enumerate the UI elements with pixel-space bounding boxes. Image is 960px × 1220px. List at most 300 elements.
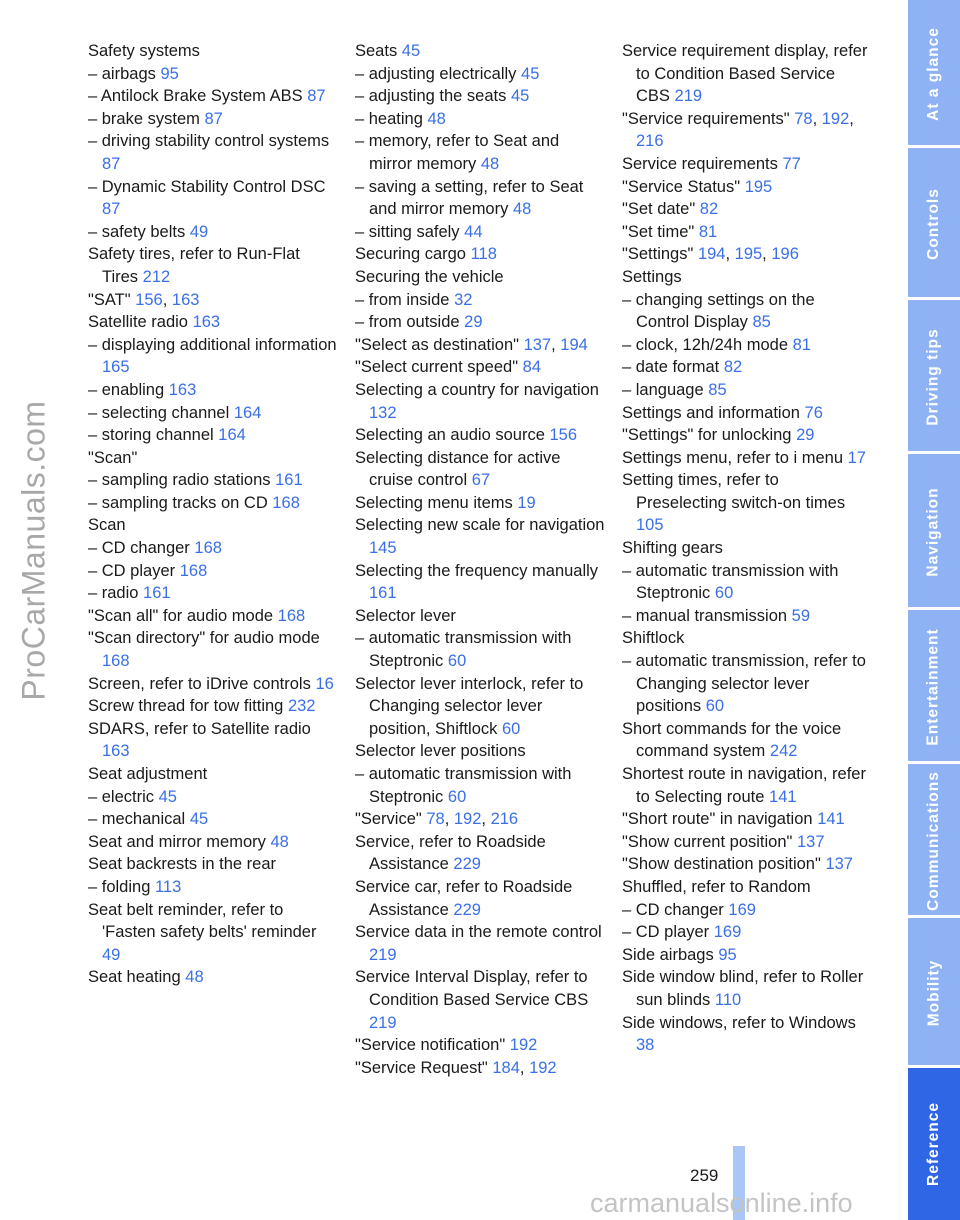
index-entry bbox=[355, 966, 605, 1034]
index-entry bbox=[88, 469, 338, 492]
entry-text: Settings bbox=[622, 267, 682, 286]
page-link[interactable]: 168 bbox=[272, 493, 300, 512]
index-entry bbox=[88, 560, 338, 583]
index-entry bbox=[88, 718, 338, 763]
index-entry bbox=[622, 176, 872, 199]
entry-text: – mechanical bbox=[88, 810, 186, 829]
page-link[interactable]: 219 bbox=[369, 1013, 397, 1032]
page-link[interactable]: 38 bbox=[636, 1036, 655, 1055]
entry-text: "Scan" bbox=[88, 448, 138, 467]
index-entry bbox=[88, 176, 338, 221]
index-entry bbox=[622, 334, 872, 357]
page-link[interactable]: 163 bbox=[168, 380, 197, 399]
entry-text: – storing channel bbox=[88, 426, 214, 445]
page-link[interactable]: 87 bbox=[102, 154, 121, 173]
entry-text: – CD player bbox=[622, 923, 710, 942]
entry-text: Settings menu, refer to i menu bbox=[622, 448, 844, 467]
index-entry bbox=[355, 108, 605, 131]
page-link[interactable]: 110 bbox=[714, 990, 742, 1009]
sidebar-tab-reference[interactable] bbox=[908, 1068, 960, 1220]
index-entry bbox=[355, 560, 605, 605]
index-entry bbox=[88, 402, 338, 425]
index-entry bbox=[88, 673, 338, 696]
page-link[interactable]: 49 bbox=[189, 222, 209, 241]
page-link[interactable]: 192 bbox=[529, 1058, 557, 1077]
page-link[interactable]: 78 bbox=[794, 109, 813, 128]
page-link[interactable]: 19 bbox=[517, 493, 536, 512]
entry-text: – CD changer bbox=[622, 900, 724, 919]
index-entry bbox=[355, 63, 605, 86]
entry-text: SDARS, refer to Satellite radio bbox=[88, 719, 311, 738]
entry-text: Setting times, refer to Preselecting switch-on times bbox=[622, 471, 846, 512]
entry-text: – memory, refer to Seat and mirror memory bbox=[355, 132, 560, 173]
page-link[interactable]: 145 bbox=[369, 539, 397, 558]
entry-text: – changing settings on the Control Display bbox=[622, 290, 815, 332]
entry-text: – folding bbox=[88, 877, 151, 896]
page-link[interactable]: 164 bbox=[233, 403, 262, 422]
page-link[interactable]: 132 bbox=[369, 403, 397, 422]
entry-text: Safety systems bbox=[88, 42, 200, 60]
index-entry bbox=[88, 966, 338, 989]
index-entry bbox=[355, 266, 605, 289]
entry-text: Shuffled, refer to Random bbox=[622, 877, 811, 896]
index-entry bbox=[355, 492, 605, 515]
entry-text: – sitting safely bbox=[355, 222, 460, 241]
index-entry: "Service requirements" 78, 192, 216 bbox=[622, 109, 854, 151]
entry-text: Service car, refer to Roadside Assistance bbox=[355, 877, 573, 919]
index-entry bbox=[88, 424, 338, 447]
page-link[interactable]: 212 bbox=[142, 267, 171, 286]
sidebar-tab-label: Entertainment bbox=[925, 628, 942, 746]
sidebar-tab-label: Controls bbox=[925, 188, 942, 260]
entry-text: Side airbags bbox=[622, 945, 714, 964]
page-link[interactable]: 168 bbox=[179, 561, 208, 580]
page-link[interactable]: 45 bbox=[521, 64, 540, 83]
index-entry bbox=[355, 356, 605, 379]
entry-text: – safety belts bbox=[88, 222, 186, 241]
page-link[interactable]: 85 bbox=[708, 380, 727, 399]
page-link[interactable]: 161 bbox=[143, 584, 171, 603]
sidebar-tab-label: Communications bbox=[925, 771, 943, 911]
entry-text: Service requirement display, refer to Condition Based Service CBS bbox=[622, 42, 868, 106]
entry-text: "Settings" for unlocking bbox=[622, 426, 792, 445]
index-entry bbox=[88, 786, 338, 809]
index-entry bbox=[88, 243, 338, 288]
index-entry bbox=[355, 627, 605, 672]
index-entry bbox=[622, 921, 872, 944]
entry-text: "Show current position" bbox=[622, 832, 793, 851]
entry-text: Selector lever interlock, refer to Changing selector lever position, Shiftlock bbox=[355, 674, 584, 738]
page-link[interactable]: 219 bbox=[369, 945, 397, 964]
page-link[interactable]: 195 bbox=[744, 177, 773, 196]
page-link[interactable]: 163 bbox=[102, 742, 130, 761]
entry-text: Seats bbox=[355, 42, 398, 60]
page-link[interactable]: 229 bbox=[453, 900, 481, 919]
index-entry bbox=[355, 740, 605, 763]
page-link[interactable]: 48 bbox=[427, 109, 446, 128]
index-entry bbox=[622, 266, 872, 289]
entry-text: – adjusting electrically bbox=[355, 64, 517, 83]
page-link[interactable]: 168 bbox=[102, 652, 130, 671]
page-link[interactable]: 16 bbox=[315, 674, 334, 693]
index-entry bbox=[88, 85, 338, 108]
index-entry bbox=[622, 40, 872, 108]
entry-text: – enabling bbox=[88, 380, 165, 399]
page-link[interactable]: 192 bbox=[453, 810, 482, 829]
index-entry bbox=[622, 831, 872, 854]
index-entry bbox=[355, 176, 605, 221]
index-entry bbox=[88, 221, 338, 244]
watermark-bottom: carmanualsonline.info bbox=[590, 1188, 853, 1218]
entry-text: – radio bbox=[88, 584, 139, 603]
entry-text: "Show destination position" bbox=[622, 855, 821, 874]
index-entry bbox=[88, 808, 338, 831]
page-link[interactable]: 118 bbox=[470, 245, 497, 264]
entry-text: "Scan directory" for audio mode bbox=[88, 629, 320, 648]
index-entry bbox=[88, 695, 338, 718]
entry-text: "Select current speed" bbox=[355, 358, 519, 377]
entry-text: Shortest route in navigation, refer to Selecting route bbox=[622, 765, 866, 806]
index-entry bbox=[622, 560, 872, 605]
entry-text: Side windows, refer to Windows bbox=[622, 1013, 856, 1032]
entry-text: – date format bbox=[622, 358, 720, 377]
sidebar-tab-label: Reference bbox=[925, 1102, 942, 1186]
index-column-3 bbox=[622, 40, 872, 1057]
index-entry bbox=[88, 853, 338, 876]
index-entry bbox=[88, 311, 338, 334]
sidebar-tab-entertainment[interactable] bbox=[908, 610, 960, 764]
index-entry bbox=[355, 243, 605, 266]
page-link[interactable]: 45 bbox=[189, 810, 209, 829]
entry-text: Scan bbox=[88, 516, 126, 535]
page-link[interactable]: 192 bbox=[509, 1036, 538, 1055]
page-link[interactable]: 113 bbox=[154, 877, 182, 896]
index-entry bbox=[622, 447, 872, 470]
index-entry bbox=[88, 514, 338, 537]
entry-text: – Dynamic Stability Control DSC bbox=[88, 177, 326, 196]
index-entry bbox=[622, 402, 872, 425]
index-entry bbox=[88, 492, 338, 515]
index-entry bbox=[88, 876, 338, 899]
page-link[interactable]: 163 bbox=[171, 290, 200, 309]
page-link[interactable]: 168 bbox=[194, 539, 222, 558]
entry-text: – automatic transmission, refer to Changing selector lever positions bbox=[622, 652, 866, 716]
page-link[interactable]: 48 bbox=[270, 832, 289, 851]
entry-text: – CD changer bbox=[88, 539, 190, 558]
sidebar-tab-label: Driving tips bbox=[925, 328, 943, 426]
index-entry: "SAT" 156, 163 bbox=[88, 290, 200, 309]
index-entry bbox=[88, 605, 338, 628]
page-link[interactable]: 137 bbox=[523, 335, 552, 354]
index-entry bbox=[622, 650, 872, 718]
index-entry bbox=[622, 876, 872, 899]
entry-text: Service requirements bbox=[622, 154, 778, 173]
index-entry bbox=[622, 424, 872, 447]
sidebar-tab-label: Navigation bbox=[925, 487, 943, 577]
entry-text: Short commands for the voice command system bbox=[622, 719, 842, 761]
entry-text: – from inside bbox=[355, 290, 450, 309]
page-link[interactable]: 82 bbox=[723, 358, 743, 377]
entry-text: Screen, refer to iDrive controls bbox=[88, 674, 311, 693]
index-entry bbox=[355, 921, 605, 966]
page-link[interactable]: 78 bbox=[426, 810, 445, 829]
page-link[interactable]: 95 bbox=[718, 945, 737, 964]
page-link[interactable]: 87 bbox=[307, 87, 326, 106]
page-link[interactable]: 137 bbox=[825, 855, 853, 874]
entry-text: Shiftlock bbox=[622, 629, 685, 648]
page-link[interactable]: 105 bbox=[636, 516, 664, 535]
entry-text: Seat heating bbox=[88, 968, 181, 987]
entry-text: – electric bbox=[88, 787, 155, 806]
entry-text: Seat backrests in the rear bbox=[88, 855, 277, 874]
index-entry bbox=[622, 808, 872, 831]
entry-text: "SAT" bbox=[88, 290, 131, 309]
page-link[interactable]: 77 bbox=[782, 154, 801, 173]
index-entry: "Select as destination" 137, 194 bbox=[355, 335, 588, 354]
index-entry bbox=[622, 966, 872, 1011]
index-entry bbox=[355, 447, 605, 492]
entry-text: – clock, 12h/24h mode bbox=[622, 335, 789, 354]
page-link[interactable]: 48 bbox=[480, 154, 500, 173]
page-link[interactable]: 45 bbox=[401, 42, 421, 60]
entry-text: Selector lever bbox=[355, 606, 456, 625]
index-entry: "Settings" 194, 195, 196 bbox=[622, 245, 799, 264]
index-entry bbox=[355, 831, 605, 876]
page-link[interactable]: 196 bbox=[771, 245, 799, 264]
index-entry bbox=[622, 944, 872, 967]
entry-text: Service, refer to Roadside Assistance bbox=[355, 832, 546, 874]
page-link[interactable]: 29 bbox=[464, 313, 483, 332]
index-column-2 bbox=[355, 40, 605, 1079]
entry-text: "Select as destination" bbox=[355, 335, 519, 354]
index-entry bbox=[355, 1034, 605, 1057]
entry-text: Selecting the frequency manually bbox=[355, 561, 599, 580]
index-entry bbox=[88, 627, 338, 672]
entry-text: – driving stability control systems bbox=[88, 132, 330, 151]
index-entry bbox=[355, 514, 605, 559]
entry-text: – language bbox=[622, 380, 704, 399]
entry-text: Service data in the remote control bbox=[355, 923, 602, 942]
page-link[interactable]: 45 bbox=[510, 87, 530, 106]
page-link[interactable]: 67 bbox=[471, 471, 491, 490]
page-link[interactable]: 141 bbox=[769, 787, 797, 806]
index-column-1 bbox=[88, 40, 338, 989]
index-entry bbox=[88, 763, 338, 786]
page-link[interactable]: 194 bbox=[697, 245, 726, 264]
page-link[interactable]: 29 bbox=[796, 426, 815, 445]
page-link[interactable]: 81 bbox=[792, 335, 811, 354]
entry-text: – manual transmission bbox=[622, 606, 788, 625]
page-link[interactable]: 44 bbox=[464, 222, 483, 241]
entry-text: "Set date" bbox=[622, 200, 696, 219]
entry-text: "Settings" bbox=[622, 245, 694, 264]
sidebar-tab-driving-tips[interactable] bbox=[908, 300, 960, 454]
entry-text: "Service Status" bbox=[622, 177, 741, 196]
entry-text: – saving a setting, refer to Seat and mirror memory bbox=[355, 177, 584, 219]
index-entry bbox=[622, 537, 872, 560]
entry-text: "Service Request" bbox=[355, 1058, 488, 1077]
entry-text: "Service requirements" bbox=[622, 109, 790, 128]
page-link[interactable]: 169 bbox=[713, 923, 742, 942]
page-link[interactable]: 85 bbox=[752, 313, 771, 332]
page-link[interactable]: 60 bbox=[502, 719, 521, 738]
page-link[interactable]: 60 bbox=[447, 787, 467, 806]
index-entry bbox=[622, 605, 872, 628]
index-entry bbox=[622, 469, 872, 537]
page-link[interactable]: 169 bbox=[728, 900, 756, 919]
index-entry: "Service Request" 184, 192 bbox=[355, 1058, 557, 1077]
index-entry bbox=[88, 447, 338, 470]
page-link[interactable]: 87 bbox=[102, 200, 121, 219]
page-link[interactable]: 32 bbox=[454, 290, 473, 309]
page-link[interactable]: 48 bbox=[512, 200, 532, 219]
entry-text: Safety tires, refer to Run-Flat Tires bbox=[88, 245, 300, 286]
index-entry bbox=[88, 40, 338, 63]
page-link[interactable]: 194 bbox=[560, 335, 588, 354]
entry-text: Selecting distance for active cruise control bbox=[355, 448, 561, 490]
index-entry bbox=[622, 379, 872, 402]
index-entry bbox=[622, 853, 872, 876]
entry-text: – airbags bbox=[88, 64, 156, 83]
page-link[interactable]: 229 bbox=[453, 855, 481, 874]
page-link[interactable]: 141 bbox=[817, 810, 845, 829]
sidebar-tab-communications[interactable] bbox=[908, 764, 960, 918]
index-entry bbox=[88, 63, 338, 86]
entry-text: "Scan all" for audio mode bbox=[88, 606, 274, 625]
page-link[interactable]: 49 bbox=[102, 945, 121, 964]
index-entry bbox=[622, 221, 872, 244]
entry-text: – automatic transmission with Steptronic bbox=[622, 561, 839, 603]
index-entry bbox=[355, 673, 605, 741]
page-link[interactable]: 163 bbox=[192, 313, 221, 332]
page-link[interactable]: 156 bbox=[549, 426, 578, 445]
watermark-left-text: ProCarManuals.com bbox=[15, 399, 52, 701]
index-entry bbox=[622, 289, 872, 334]
sidebar-tab-at-a-glance[interactable] bbox=[908, 0, 960, 148]
page-link[interactable]: 59 bbox=[791, 606, 811, 625]
index-entry bbox=[622, 1012, 872, 1057]
page-link[interactable]: 60 bbox=[447, 652, 467, 671]
page-link[interactable]: 168 bbox=[277, 606, 306, 625]
index-entry bbox=[88, 334, 338, 379]
page-link[interactable]: 219 bbox=[674, 87, 703, 106]
entry-text: Securing cargo bbox=[355, 245, 466, 264]
page-link[interactable]: 216 bbox=[636, 132, 664, 151]
sidebar-tab-mobility[interactable] bbox=[908, 918, 960, 1068]
index-entry bbox=[355, 85, 605, 108]
page-link[interactable]: 216 bbox=[490, 810, 519, 829]
entry-text: Selecting new scale for navigation bbox=[355, 516, 605, 535]
page-link[interactable]: 95 bbox=[160, 64, 179, 83]
page-link[interactable]: 195 bbox=[734, 245, 763, 264]
entry-text: – selecting channel bbox=[88, 403, 230, 422]
page-link[interactable]: 82 bbox=[699, 200, 719, 219]
index-entry bbox=[355, 289, 605, 312]
index-entry bbox=[88, 899, 338, 967]
page-link[interactable]: 17 bbox=[847, 448, 866, 467]
entry-text: – CD player bbox=[88, 561, 176, 580]
entry-text: – adjusting the seats bbox=[355, 87, 507, 106]
sidebar-tab-label: Mobility bbox=[925, 959, 942, 1027]
page-number: 259 bbox=[690, 1166, 719, 1185]
page-link[interactable]: 48 bbox=[185, 968, 204, 987]
entry-text: – automatic transmission with Steptronic bbox=[355, 765, 572, 806]
entry-text: Securing the vehicle bbox=[355, 267, 504, 286]
entry-text: "Short route" in navigation bbox=[622, 810, 813, 829]
page-link[interactable]: 156 bbox=[135, 290, 163, 309]
page-link[interactable]: 84 bbox=[522, 358, 542, 377]
page-link[interactable]: 161 bbox=[275, 471, 303, 490]
section-sidebar bbox=[908, 0, 960, 1220]
entry-text: Settings and information bbox=[622, 403, 800, 422]
index-entry bbox=[622, 763, 872, 808]
page-link[interactable]: 232 bbox=[287, 697, 316, 716]
index-entry bbox=[355, 130, 605, 175]
entry-text: – heating bbox=[355, 109, 423, 128]
sidebar-tab-navigation[interactable] bbox=[908, 454, 960, 610]
index-entry bbox=[355, 763, 605, 808]
entry-text: Side window blind, refer to Roller sun blinds bbox=[622, 968, 864, 1009]
entry-text: – brake system bbox=[88, 109, 200, 128]
page-link[interactable]: 161 bbox=[369, 584, 397, 603]
entry-text: "Service" bbox=[355, 810, 422, 829]
entry-text: Service Interval Display, refer to Condition Based Service CBS bbox=[355, 968, 589, 1009]
page-link[interactable]: 184 bbox=[492, 1058, 520, 1077]
page-link[interactable]: 45 bbox=[158, 787, 177, 806]
entry-text: Selecting a country for navigation bbox=[355, 380, 599, 399]
index-entry bbox=[88, 379, 338, 402]
entry-text: – sampling radio stations bbox=[88, 471, 271, 490]
page-link[interactable]: 60 bbox=[714, 584, 734, 603]
index-entry bbox=[355, 605, 605, 628]
index-entry bbox=[622, 153, 872, 176]
page-link[interactable]: 137 bbox=[796, 832, 825, 851]
index-entry bbox=[88, 537, 338, 560]
page-link[interactable]: 165 bbox=[102, 358, 130, 377]
index-entry bbox=[355, 40, 605, 63]
index-entry bbox=[355, 221, 605, 244]
entry-text: – from outside bbox=[355, 313, 460, 332]
page-link[interactable]: 87 bbox=[204, 109, 223, 128]
page-link[interactable]: 60 bbox=[705, 697, 725, 716]
page-link[interactable]: 164 bbox=[218, 426, 246, 445]
entry-text: Screw thread for tow fitting bbox=[88, 697, 284, 716]
index-entry bbox=[355, 424, 605, 447]
index-entry bbox=[355, 379, 605, 424]
entry-text: – sampling tracks on CD bbox=[88, 493, 268, 512]
index-entry bbox=[88, 130, 338, 175]
index-entry bbox=[88, 108, 338, 131]
watermark-left bbox=[14, 340, 54, 760]
page-link[interactable]: 242 bbox=[769, 742, 798, 761]
sidebar-tab-controls[interactable] bbox=[908, 148, 960, 300]
entry-text: – automatic transmission with Steptronic bbox=[355, 629, 572, 671]
index-entry bbox=[88, 582, 338, 605]
entry-text: Selector lever positions bbox=[355, 742, 526, 761]
entry-text: Shifting gears bbox=[622, 539, 723, 558]
entry-text: Seat adjustment bbox=[88, 765, 208, 783]
page-link[interactable]: 81 bbox=[698, 222, 718, 241]
page-link[interactable]: 76 bbox=[804, 403, 823, 422]
sidebar-tab-label: At a glance bbox=[925, 27, 943, 121]
page-link[interactable]: 192 bbox=[821, 109, 850, 128]
index-entry bbox=[355, 311, 605, 334]
entry-text: "Set time" bbox=[622, 222, 695, 241]
entry-text: Seat belt reminder, refer to 'Fasten safety belts' reminder bbox=[88, 900, 317, 942]
index-entry bbox=[88, 831, 338, 854]
index-entry bbox=[622, 718, 872, 763]
entry-text: – displaying additional information bbox=[88, 335, 337, 354]
